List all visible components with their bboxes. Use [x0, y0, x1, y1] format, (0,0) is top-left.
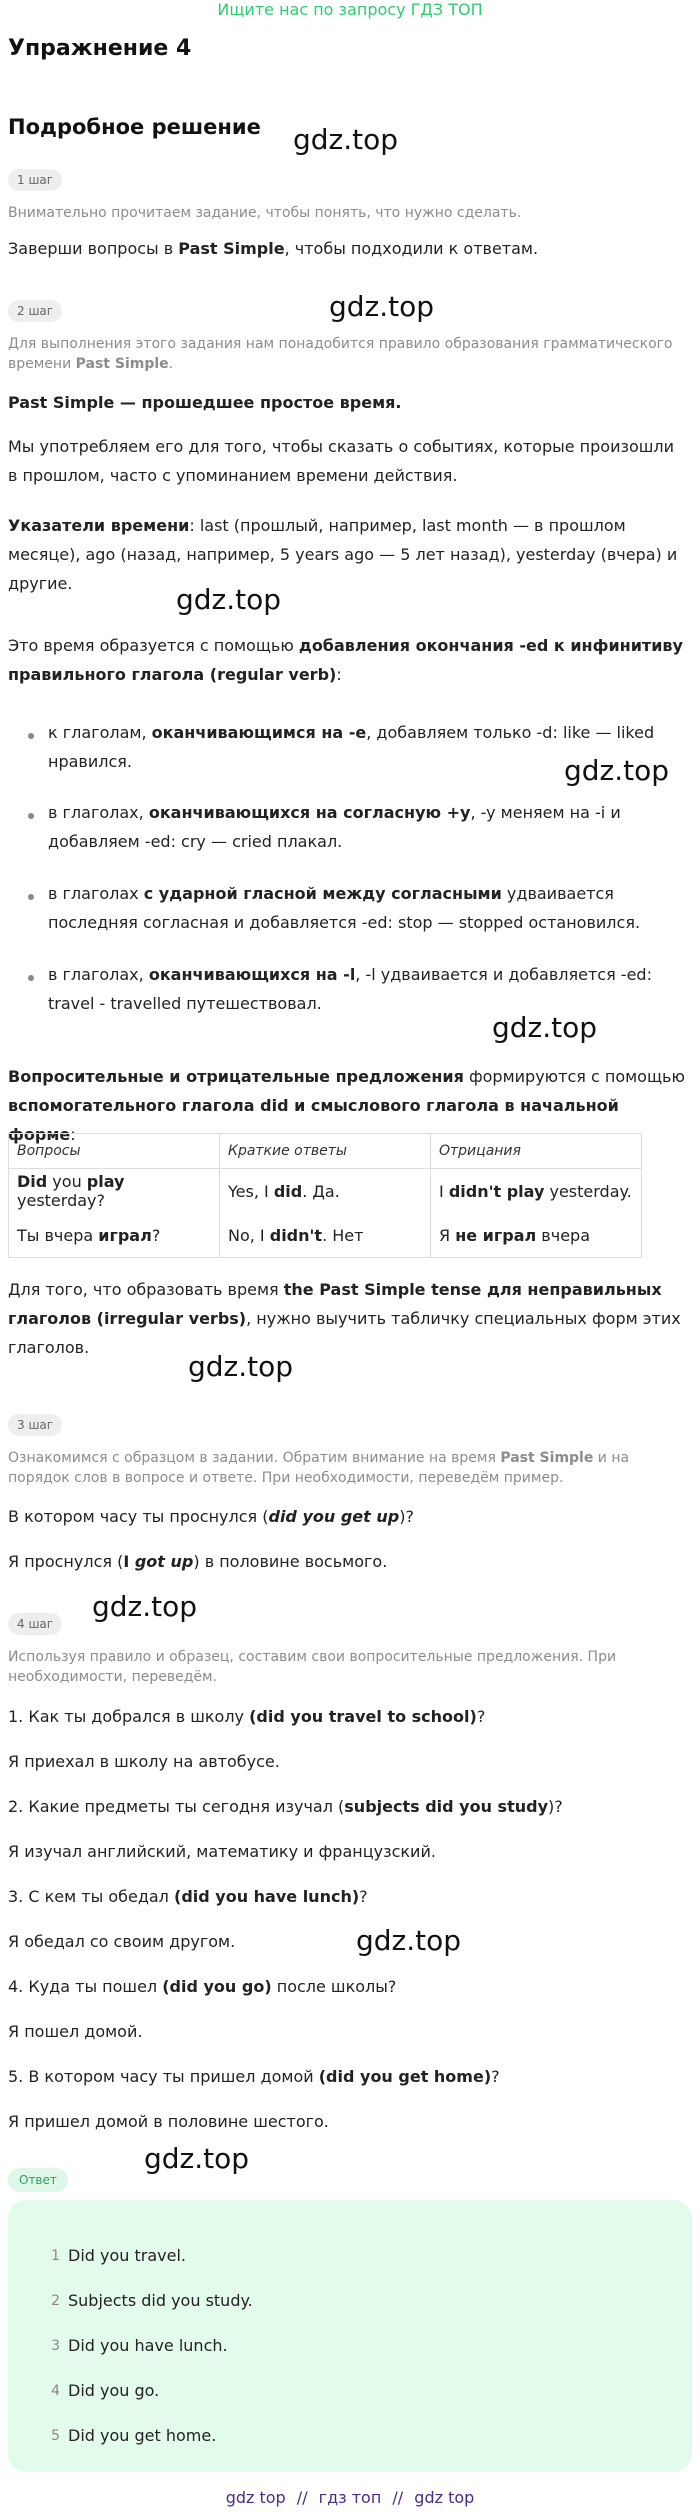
rule-item: к глаголам, оканчивающимся на -e, добавляем только -d: like — liked нравился. [48, 723, 655, 771]
table-cell: Ты вчера играл? [9, 1213, 220, 1258]
table-cell: Я не играл вчера [431, 1213, 642, 1258]
task-text: Заверши вопросы в Past Simple, чтобы подходили к ответам. [8, 239, 539, 258]
watermark: gdz.top [356, 1924, 462, 1957]
answer-item: Did you have lunch. [68, 2336, 228, 2355]
watermark: gdz.top [92, 1590, 198, 1623]
table-header: Отрицания [431, 1134, 642, 1169]
watermark: gdz.top [144, 2142, 250, 2175]
footer-link[interactable]: gdz top [225, 2488, 286, 2507]
footer-link[interactable]: gdz top [414, 2488, 475, 2507]
step-badge: 2 шаг [8, 300, 62, 322]
answer-line: Я пришел домой в половине шестого. [8, 2112, 329, 2131]
answer-number: 1 [51, 2248, 60, 2264]
answer-line: Я обедал со своим другом. [8, 1932, 236, 1951]
usage-text: Мы употребляем его для того, чтобы сказать о событиях, которые произошли в прошлом, часто с упоминанием времени действия. [8, 437, 675, 485]
rule-item: в глаголах с ударной гласной между согласными удваивается последняя согласная и добавляется -ed: stop — stopped остановился. [48, 884, 641, 932]
answer-item: Did you go. [68, 2381, 160, 2400]
watermark: gdz.top [492, 1011, 598, 1044]
step-badge: 3 шаг [8, 1414, 62, 1436]
bullet [28, 975, 34, 981]
step-badge: 4 шаг [8, 1613, 62, 1635]
answer-number: 5 [51, 2428, 60, 2444]
answer-line: Я изучал английский, математику и французский. [8, 1842, 436, 1861]
bullet [28, 813, 34, 819]
answer-badge: Ответ [8, 2168, 68, 2192]
watermark: gdz.top [188, 1350, 294, 1383]
bullet [28, 733, 34, 739]
answer-number: 3 [51, 2338, 60, 2354]
footer-separator: // [392, 2488, 404, 2507]
question-line: 2. Какие предметы ты сегодня изучал (subjects did you study)? [8, 1797, 563, 1816]
answer-line: Я пошел домой. [8, 2022, 143, 2041]
question-line: 1. Как ты добрался в школу (did you travel to school)? [8, 1707, 486, 1726]
irregular-text: Для того, что образовать время the Past Simple tense для неправильных глаголов (irregular verbs), нужно выучить табличку специальных форм этих глаголов. [8, 1280, 681, 1357]
answer-line: Я приехал в школу на автобусе. [8, 1752, 280, 1771]
watermark: gdz.top [293, 123, 399, 156]
grammar-table [8, 1133, 642, 1258]
table-cell: Did you play yesterday? [9, 1169, 220, 1214]
answer-item: Subjects did you study. [68, 2291, 253, 2310]
bullet [28, 894, 34, 900]
watermark: gdz.top [564, 754, 670, 787]
step-hint: Ознакомимся с образцом в задании. Обратим внимание на время Past Simple и на порядок слов в вопросе и ответе. При необходимости, переведём пример. [8, 1450, 630, 1486]
table-cell: No, I didn't. Нет [220, 1213, 431, 1258]
rule-heading: Past Simple — прошедшее простое время. [8, 393, 402, 412]
example-question: В котором часу ты проснулся (did you get up)? [8, 1507, 414, 1526]
page-title: Упражнение 4 [8, 36, 192, 61]
table-cell: Yes, I did. Да. [220, 1169, 431, 1214]
solution-heading: Подробное решение [8, 115, 261, 139]
question-line: 4. Куда ты пошел (did you go) после школы? [8, 1977, 397, 1996]
answer-number: 2 [51, 2293, 60, 2309]
questions-rule: Вопросительные и отрицательные предложения формируются с помощью вспомогательного глагола did и смыслового глагола в начальной форме: [8, 1067, 685, 1144]
step-hint: Используя правило и образец, составим свои вопросительные предложения. При необходимости, переведём. [8, 1649, 617, 1685]
table-header: Вопросы [9, 1134, 220, 1169]
search-banner[interactable]: Ищите нас по запросу ГДЗ ТОП [217, 0, 483, 19]
time-markers: Указатели времени: last (прошлый, например, last month — в прошлом месяце), ago (назад, например, 5 years ago — 5 лет назад), yesterday (вчера) и другие. [8, 516, 678, 593]
table-header: Краткие ответы [220, 1134, 431, 1169]
step-hint: Для выполнения этого задания нам понадобится правило образования грамматического времени Past Simple. [8, 336, 673, 372]
footer-links [0, 2488, 700, 2507]
watermark: gdz.top [176, 583, 282, 616]
answer-item: Did you travel. [68, 2246, 186, 2265]
footer-separator: // [296, 2488, 308, 2507]
watermark: gdz.top [329, 290, 435, 323]
answer-item: Did you get home. [68, 2426, 217, 2445]
step-hint: Внимательно прочитаем задание, чтобы понять, что нужно сделать. [8, 205, 522, 221]
footer-link[interactable]: гдз топ [318, 2488, 382, 2507]
rule-item: в глаголах, оканчивающихся на -l, -l удваивается и добавляется -ed: travel - travelled путешествовал. [48, 965, 652, 1013]
rule-item: в глаголах, оканчивающихся на согласную +y, -y меняем на -i и добавляем -ed: cry — cried плакал. [48, 803, 621, 851]
formation-text: Это время образуется с помощью добавления окончания -ed к инфинитиву правильного глагола (regular verb): [8, 636, 683, 684]
example-answer: Я проснулся (I got up) в половине восьмого. [8, 1552, 388, 1571]
step-badge: 1 шаг [8, 169, 62, 191]
table-header-row [9, 1134, 642, 1169]
table-cell: I didn't play yesterday. [431, 1169, 642, 1214]
question-line: 3. С кем ты обедал (did you have lunch)? [8, 1887, 368, 1906]
table-row [9, 1213, 642, 1258]
answer-number: 4 [51, 2383, 60, 2399]
question-line: 5. В котором часу ты пришел домой (did you get home)? [8, 2067, 500, 2086]
table-row [9, 1169, 642, 1214]
